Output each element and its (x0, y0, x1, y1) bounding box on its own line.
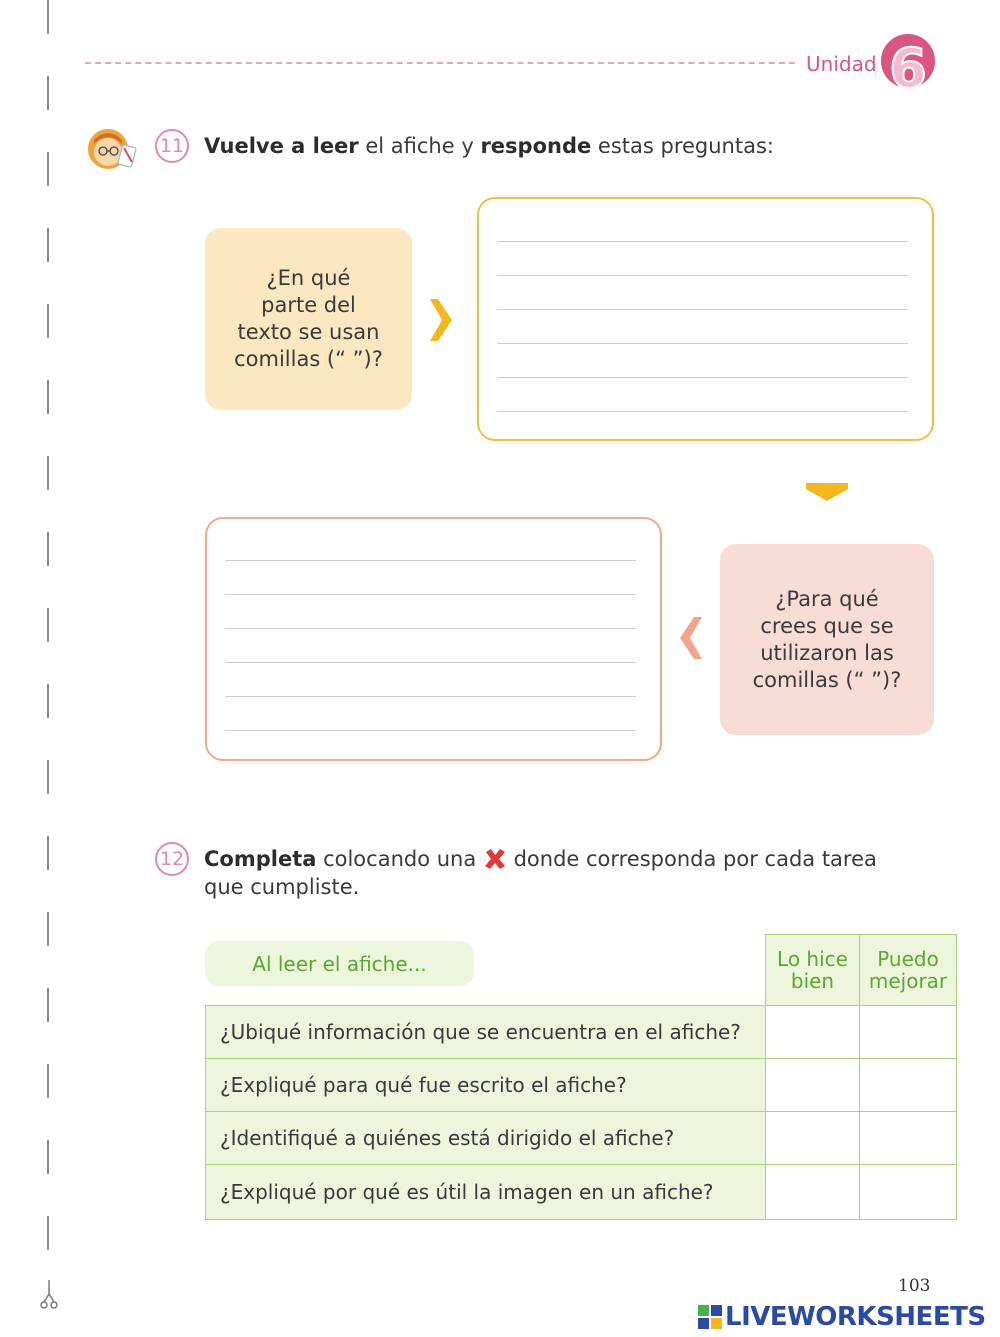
reading-kid-icon (86, 126, 138, 172)
question-box-where-quotes (205, 228, 412, 410)
instruction-bold: Completa (204, 847, 317, 871)
table-header-label: Al leer el afiche... (205, 941, 474, 986)
cut-line (47, 0, 49, 1290)
writing-line (225, 560, 636, 561)
table-row (205, 1111, 957, 1165)
writing-line (497, 377, 908, 378)
column-header-line: Puedo (877, 947, 939, 971)
checkbox-lo-hice-bien[interactable] (765, 1164, 860, 1220)
arrow-left-icon (680, 617, 702, 659)
arrow-down-icon (806, 483, 848, 503)
writing-line (497, 275, 908, 276)
checkbox-puedo-mejorar[interactable] (859, 1164, 957, 1220)
question-12-instruction (204, 845, 877, 901)
brand-name: LIVEWORKSHEETS (725, 1302, 986, 1332)
instruction-text: el afiche y (358, 134, 481, 158)
table-row (205, 1058, 957, 1112)
column-header-line: Lo hice (777, 947, 848, 971)
row-question: ¿Expliqué por qué es útil la imagen en un afiche? (205, 1164, 766, 1220)
question-number-11: 11 (155, 129, 189, 163)
x-mark-icon (483, 848, 507, 870)
column-header-line: bien (790, 969, 835, 993)
question-line: comillas (“ ”)? (752, 667, 902, 692)
checkbox-lo-hice-bien[interactable] (765, 1005, 860, 1059)
checkbox-puedo-mejorar[interactable] (859, 1005, 957, 1059)
writing-line (225, 594, 636, 595)
answer-box-1[interactable] (477, 197, 934, 441)
unit-label: Unidad (806, 52, 877, 76)
writing-line (497, 309, 908, 310)
liveworksheets-logo[interactable] (698, 1303, 986, 1331)
checkbox-puedo-mejorar[interactable] (859, 1111, 957, 1165)
row-question: ¿Identifiqué a quiénes está dirigido el afiche? (205, 1111, 766, 1165)
question-line: crees que se (760, 613, 894, 638)
question-line: comillas (“ ”)? (234, 347, 383, 371)
writing-line (225, 628, 636, 629)
liveworksheets-icon (698, 1305, 722, 1329)
writing-line (225, 696, 636, 697)
question-line: texto se usan (237, 320, 380, 344)
instruction-text: donde corresponda por cada tarea (506, 847, 877, 871)
checkbox-puedo-mejorar[interactable] (859, 1058, 957, 1112)
row-question: ¿Expliqué para qué fue escrito el afiche? (205, 1058, 766, 1112)
question-line: parte del (261, 293, 356, 317)
writing-line (497, 343, 908, 344)
answer-box-2[interactable] (205, 517, 662, 761)
instruction-text: estas preguntas: (591, 134, 774, 158)
question-line: ¿En qué (266, 266, 351, 290)
column-header-puedo-mejorar (859, 934, 957, 1006)
instruction-bold: responde (480, 134, 592, 158)
question-line: ¿Para qué (775, 586, 879, 611)
instruction-text-line2: que cumpliste. (204, 875, 360, 899)
page-number: 103 (898, 1276, 931, 1296)
unit-number: 6 (889, 37, 927, 100)
writing-line (225, 730, 636, 731)
writing-line (225, 662, 636, 663)
question-11-instruction (204, 132, 774, 160)
writing-line (497, 411, 908, 412)
table-row (205, 1005, 957, 1059)
instruction-bold: Vuelve a leer (204, 134, 359, 158)
checkbox-lo-hice-bien[interactable] (765, 1111, 860, 1165)
column-header-lo-hice-bien (765, 934, 860, 1006)
column-header-line: mejorar (868, 969, 948, 993)
arrow-right-icon (430, 299, 452, 341)
checkbox-lo-hice-bien[interactable] (765, 1058, 860, 1112)
question-line: utilizaron las (760, 640, 894, 665)
unit-badge (880, 27, 936, 101)
table-row (205, 1164, 957, 1220)
header-divider (85, 62, 795, 64)
question-number-12: 12 (155, 842, 189, 876)
question-box-why-quotes (720, 544, 934, 735)
scissors-icon (40, 1280, 58, 1310)
instruction-text: colocando una (316, 847, 483, 871)
row-question: ¿Ubiqué información que se encuentra en el afiche? (205, 1005, 766, 1059)
writing-line (497, 241, 908, 242)
